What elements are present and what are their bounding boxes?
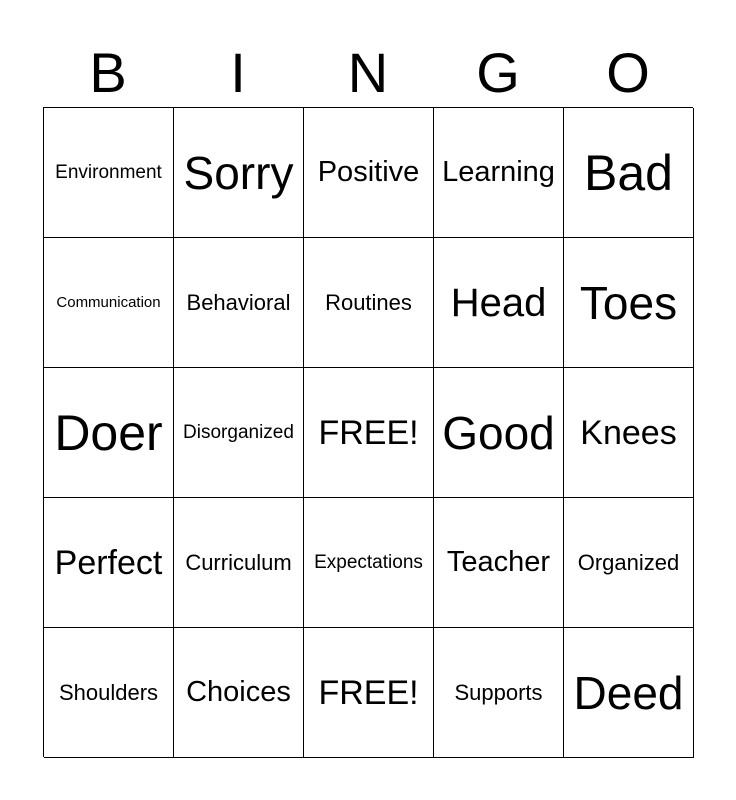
bingo-cell: Learning	[434, 108, 564, 238]
bingo-cell: Sorry	[174, 108, 304, 238]
header-letter-b: B	[89, 41, 127, 104]
bingo-cell: Expectations	[304, 498, 434, 628]
bingo-cell: Curriculum	[174, 498, 304, 628]
bingo-cell: Perfect	[44, 498, 174, 628]
bingo-cell: Knees	[564, 368, 694, 498]
header-letter-o: O	[606, 41, 650, 104]
bingo-cell: Disorganized	[174, 368, 304, 498]
bingo-header	[43, 40, 693, 106]
bingo-cell: Organized	[564, 498, 694, 628]
header-letter-g: G	[476, 41, 520, 104]
bingo-cell: Routines	[304, 238, 434, 368]
bingo-cell: FREE!	[304, 368, 434, 498]
bingo-cell: Communication	[44, 238, 174, 368]
bingo-cell: Choices	[174, 628, 304, 758]
bingo-board	[43, 107, 693, 757]
bingo-cell: Environment	[44, 108, 174, 238]
bingo-cell: Good	[434, 368, 564, 498]
bingo-cell: Bad	[564, 108, 694, 238]
header-letter-i: I	[230, 41, 246, 104]
bingo-cell: Positive	[304, 108, 434, 238]
bingo-cell: Supports	[434, 628, 564, 758]
bingo-cell: Deed	[564, 628, 694, 758]
bingo-cell: Doer	[44, 368, 174, 498]
bingo-cell: Head	[434, 238, 564, 368]
bingo-cell: Shoulders	[44, 628, 174, 758]
header-letter-n: N	[347, 41, 389, 104]
bingo-cell: Teacher	[434, 498, 564, 628]
bingo-cell: FREE!	[304, 628, 434, 758]
bingo-cell: Toes	[564, 238, 694, 368]
bingo-cell: Behavioral	[174, 238, 304, 368]
